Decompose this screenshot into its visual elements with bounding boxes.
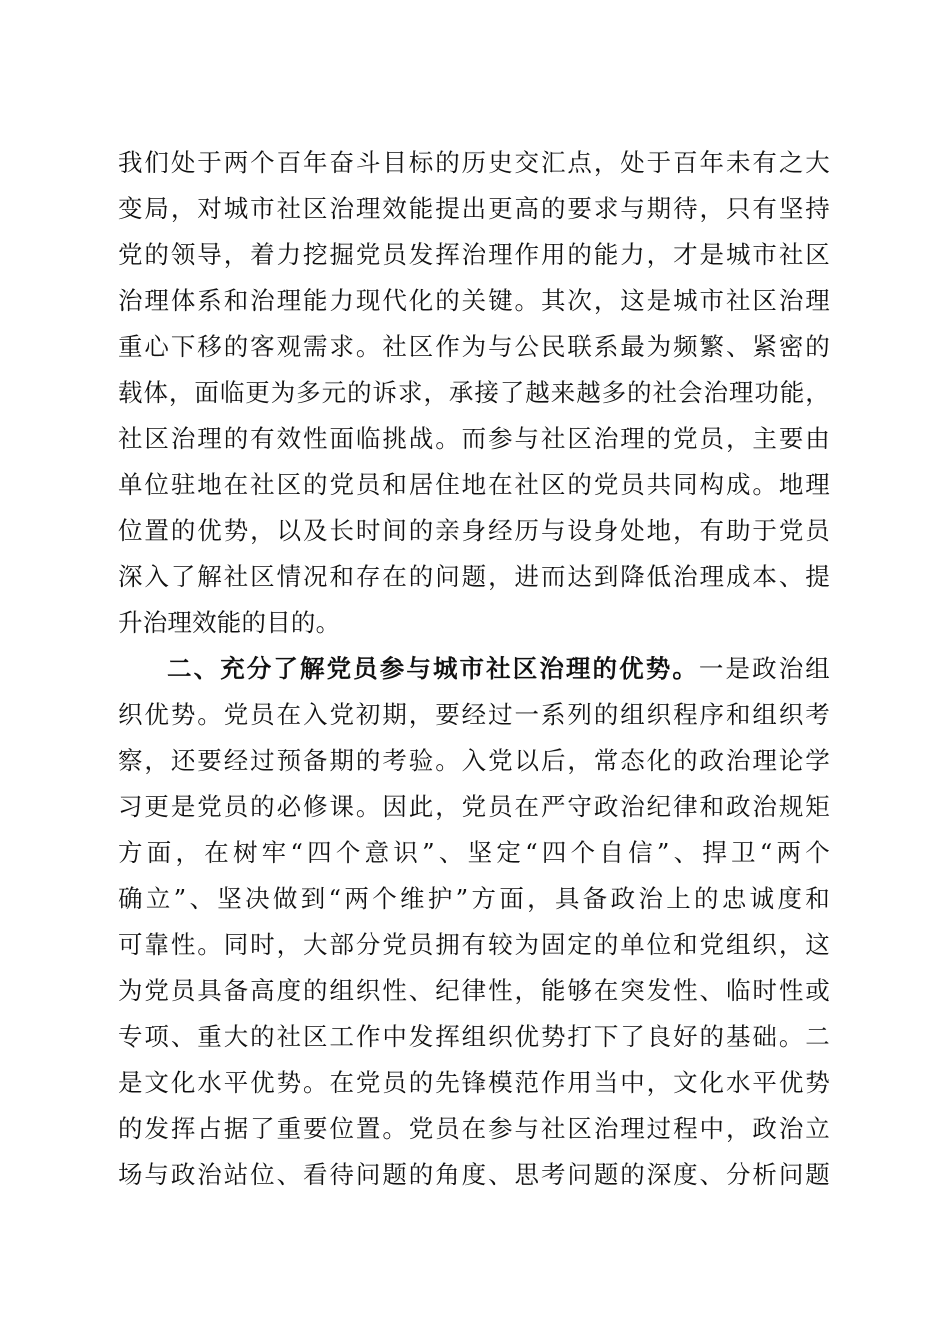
section-heading: 二、充分了解党员参与城市社区治理的优势。 xyxy=(167,654,699,683)
heading-line xyxy=(118,646,830,692)
text-line: 深入了解社区情况和存在的问题，进而达到降低治理成本、提 xyxy=(118,562,830,591)
text-line: 是文化水平优势。在党员的先锋模范作用当中，文化水平优势 xyxy=(118,1068,830,1097)
text-line: 的发挥占据了重要位置。党员在参与社区治理过程中，政治立 xyxy=(118,1114,830,1143)
heading-line-rest: 一是政治组 xyxy=(698,654,831,683)
text-line: 位置的优势，以及长时间的亲身经历与设身处地，有助于党员 xyxy=(118,516,830,545)
paragraph-2 xyxy=(118,646,830,1198)
text-line: 察，还要经过预备期的考验。入党以后，常态化的政治理论学 xyxy=(118,746,830,775)
text-line: 确立”、坚决做到“两个维护”方面，具备政治上的忠诚度和 xyxy=(118,884,830,913)
text-line: 习更是党员的必修课。因此，党员在严守政治纪律和政治规矩 xyxy=(118,792,830,821)
body-text xyxy=(118,140,830,1198)
text-line: 重心下移的客观需求。社区作为与公民联系最为频繁、紧密的 xyxy=(118,332,830,361)
paragraph-1 xyxy=(118,140,830,646)
text-line: 党的领导，着力挖掘党员发挥治理作用的能力，才是城市社区 xyxy=(118,240,830,269)
text-line: 变局，对城市社区治理效能提出更高的要求与期待，只有坚持 xyxy=(118,194,830,223)
text-line: 织优势。党员在入党初期，要经过一系列的组织程序和组织考 xyxy=(118,700,830,729)
text-line: 治理体系和治理能力现代化的关键。其次，这是城市社区治理 xyxy=(118,286,830,315)
text-line: 场与政治站位、看待问题的角度、思考问题的深度、分析问题 xyxy=(118,1160,830,1189)
text-line: 为党员具备高度的组织性、纪律性，能够在突发性、临时性或 xyxy=(118,976,830,1005)
text-line: 升治理效能的目的。 xyxy=(118,608,341,637)
text-line: 方面，在树牢“四个意识”、坚定“四个自信”、捍卫“两个 xyxy=(118,838,830,867)
text-line: 社区治理的有效性面临挑战。而参与社区治理的党员，主要由 xyxy=(118,424,830,453)
text-line: 专项、重大的社区工作中发挥组织优势打下了良好的基础。二 xyxy=(118,1022,830,1051)
text-line: 我们处于两个百年奋斗目标的历史交汇点，处于百年未有之大 xyxy=(118,148,830,177)
text-line: 可靠性。同时，大部分党员拥有较为固定的单位和党组织，这 xyxy=(118,930,830,959)
text-line: 单位驻地在社区的党员和居住地在社区的党员共同构成。地理 xyxy=(118,470,830,499)
text-line: 载体，面临更为多元的诉求，承接了越来越多的社会治理功能， xyxy=(118,378,830,407)
